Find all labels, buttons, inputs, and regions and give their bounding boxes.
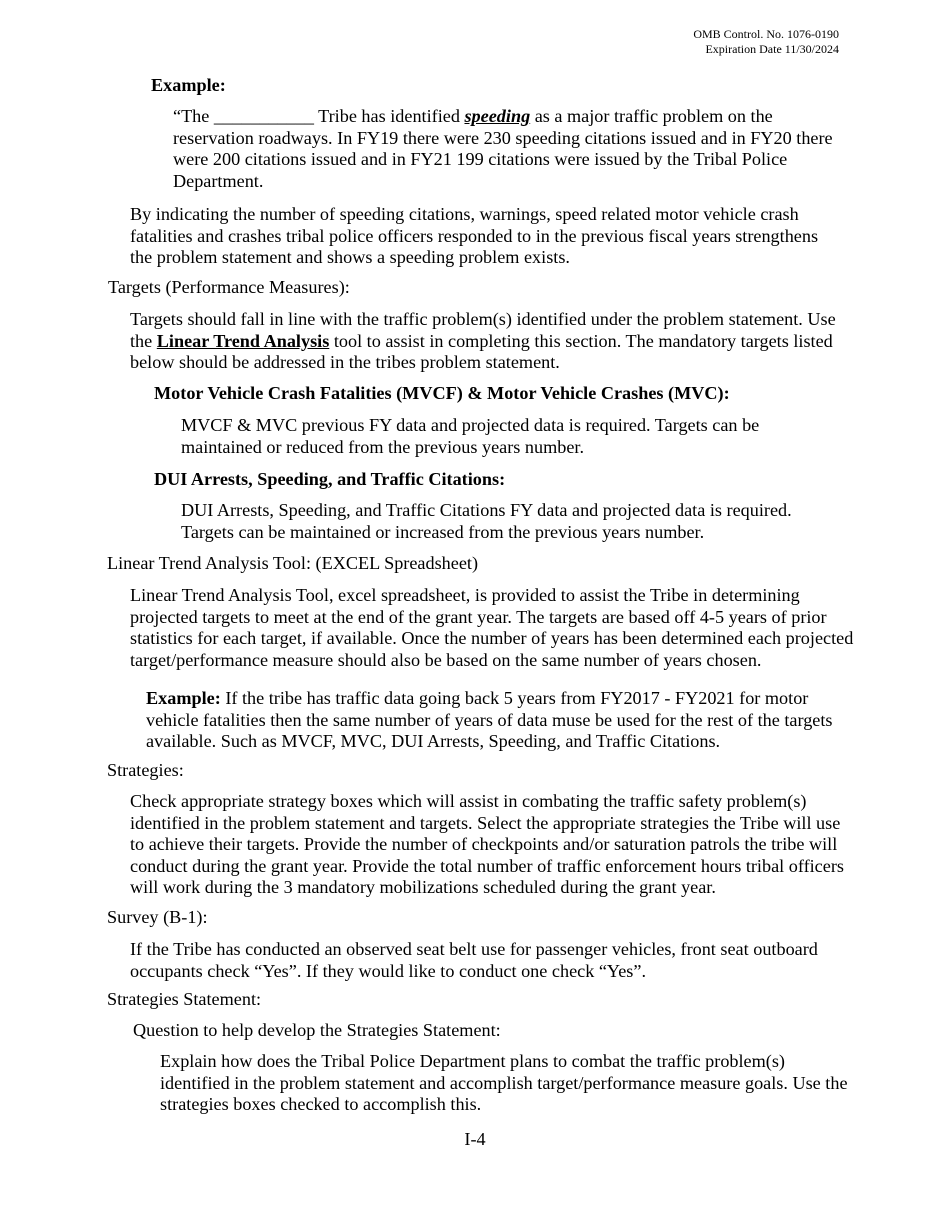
linear-example-label: Example:	[146, 688, 221, 708]
example-label: Example:	[151, 75, 226, 95]
targets-paragraph	[130, 309, 850, 374]
strategies-question: Question to help develop the Strategies Statement:	[133, 1020, 501, 1040]
targets-heading: Targets (Performance Measures):	[108, 277, 350, 297]
dui-heading: DUI Arrests, Speeding, and Traffic Citations:	[154, 469, 506, 489]
mvc-paragraph: MVCF & MVC previous FY data and projected data is required. Targets can be maintained or reduced from the previous years number.	[181, 415, 760, 457]
targets-text-2: tool to assist in completing this section. The mandatory targets listed below should be addressed in the tribes problem statement.	[130, 330, 833, 373]
strategies-paragraph: Check appropriate strategy boxes which will assist in combating the traffic safety problem(s) identified in the problem statement and targets. Select the appropriate strategies the Tribe will use to achieve their targets. Provide the number of checkpoints and/or saturation patrols the tribe will conduct during the grant year. Provide the total number of traffic enforcement hours tribal officers will work during the 3 mandatory mobilizations scheduled during the grant year.	[130, 791, 844, 898]
omb-control-number: OMB Control. No. 1076-0190	[693, 27, 839, 41]
targets-text-1: Targets should fall in line with the traffic problem(s) identified under the problem statement. Use the	[130, 309, 836, 351]
linear-example	[146, 688, 856, 753]
linear-paragraph: Linear Trend Analysis Tool, excel spreadsheet, is provided to assist the Tribe in determining projected targets to meet at the end of the grant year. The targets are based off 4-5 years of prior statistics for each target, if available. Once the number of years has been determined each projected target/performance measure should also be based on the same number of years chosen.	[130, 585, 854, 670]
speeding-emphasis: speeding	[464, 106, 531, 126]
survey-heading: Survey (B-1):	[107, 907, 208, 927]
linear-example-text: If the tribe has traffic data going back 5 years from FY2017 - FY2021 for motor vehicle fatalities then the same number of years of data muse be used for the rest of the targets available. Such as MVCF, MVC, DUI Arrests, Speeding, and Traffic Citations.	[146, 688, 833, 752]
linear-heading: Linear Trend Analysis Tool: (EXCEL Spreadsheet)	[107, 553, 479, 573]
quote-start: “The ___________ Tribe has identified	[173, 106, 465, 126]
expiration-date: Expiration Date 11/30/2024	[705, 42, 839, 56]
survey-paragraph: If the Tribe has conducted an observed seat belt use for passenger vehicles, front seat outboard occupants check “Yes”. If they would like to conduct one check “Yes”.	[130, 939, 818, 981]
strategies-heading: Strategies:	[107, 760, 184, 780]
dui-paragraph: DUI Arrests, Speeding, and Traffic Citations FY data and projected data is required. Targets can be maintained or increased from the previous years number.	[181, 500, 792, 542]
example-quote	[173, 106, 858, 192]
omb-header	[693, 27, 839, 57]
indicating-paragraph: By indicating the number of speeding citations, warnings, speed related motor vehicle crash fatalities and crashes tribal police officers responded to in the previous fiscal years strengthens the problem statement and shows a speeding problem exists.	[130, 204, 819, 268]
quote-end: as a major traffic problem on the reservation roadways. In FY19 there were 230 speeding citations issued and in FY20 there were 200 citations issued and in FY21 199 citations were issued by the Tribal Police Department.	[173, 106, 833, 191]
strategies-statement-paragraph: Explain how does the Tribal Police Department plans to combat the traffic problem(s) identified in the problem statement and accomplish target/performance measure goals. Use the strategies boxes checked to accomplish this.	[160, 1051, 848, 1115]
linear-trend-analysis-link[interactable]: Linear Trend Analysis	[156, 330, 330, 351]
mvc-heading: Motor Vehicle Crash Fatalities (MVCF) & Motor Vehicle Crashes (MVC):	[154, 383, 730, 403]
strategies-statement-heading: Strategies Statement:	[107, 989, 262, 1009]
page-number: I-4	[464, 1129, 486, 1149]
